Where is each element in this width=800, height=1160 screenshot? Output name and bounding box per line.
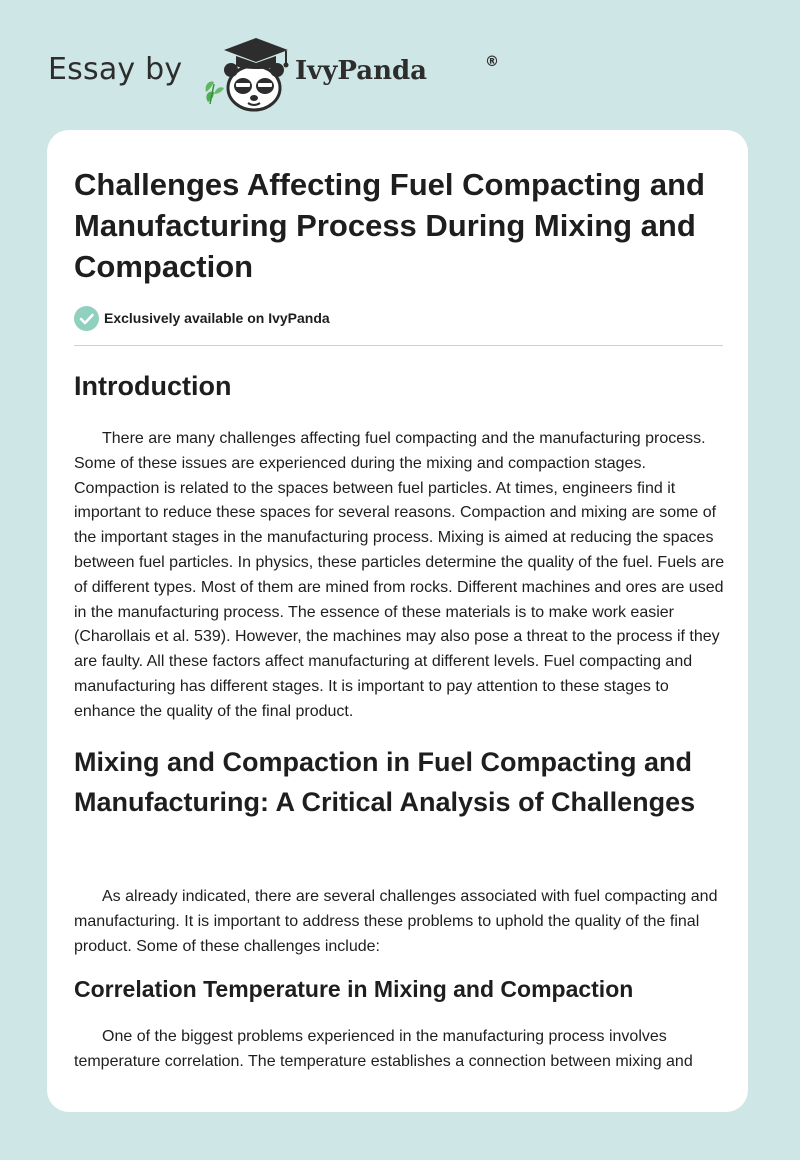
exclusive-badge [74,304,330,332]
subsection-heading-correlation-temperature: Correlation Temperature in Mixing and Compaction [74,976,634,1002]
paragraph-mixing-and-compaction: As already indicated, there are several challenges associated with fuel compacting and manufacturing. It is important to address these problems to uphold the quality of the final product. Some of these challenges include: [74,888,718,955]
section-heading-mixing-and-compaction: Mixing and Compaction in Fuel Compacting and Manufacturing: A Critical Analysis of Challenges [74,747,696,817]
exclusive-badge-text: Exclusively available on IvyPanda [104,310,330,326]
site-header [48,32,499,112]
paragraph-introduction: There are many challenges affecting fuel compacting and the manufacturing process. Some of these issues are experienced during the mixing and compaction stages. Compaction is related to the spaces between fuel particles. At times, engineers find it important to reduce these spaces for several reasons. Compaction and mixing are some of the important stages in the manufacturing process. Mixing is aimed at reducing the spaces between fuel particles. In physics, these particles determine the quality of the fuel. Fuels are of different types. Most of them are mined from rocks. Different machines and ores are used in the manufacturing process. The essence of these materials is to make work easier (Charollais et al. 539). However, the machines may also pose a threat to the process if they are faulty. All these factors affect manufacturing at different levels. Fuel compacting and manufacturing has different stages. It is important to pay attention to these stages to enhance the quality of the final product. [74,430,725,720]
paragraph-correlation-temperature: One of the biggest problems experienced in the manufacturing process involves temperature correlation. The temperature establishes a connection between mixing and [74,1028,693,1070]
panda-graduate-logo-icon[interactable] [200,32,296,112]
check-circle-icon [74,306,99,331]
title-divider [74,345,723,346]
registered-mark: ® [485,54,499,70]
brand-name[interactable]: IvyPanda [295,56,428,86]
section-heading-introduction: Introduction [74,371,232,401]
essay-title: Challenges Affecting Fuel Compacting and Manufacturing Process During Mixing and Compaction [74,167,705,284]
essay-by-label: Essay by [48,52,183,87]
essay-card [47,130,748,1112]
